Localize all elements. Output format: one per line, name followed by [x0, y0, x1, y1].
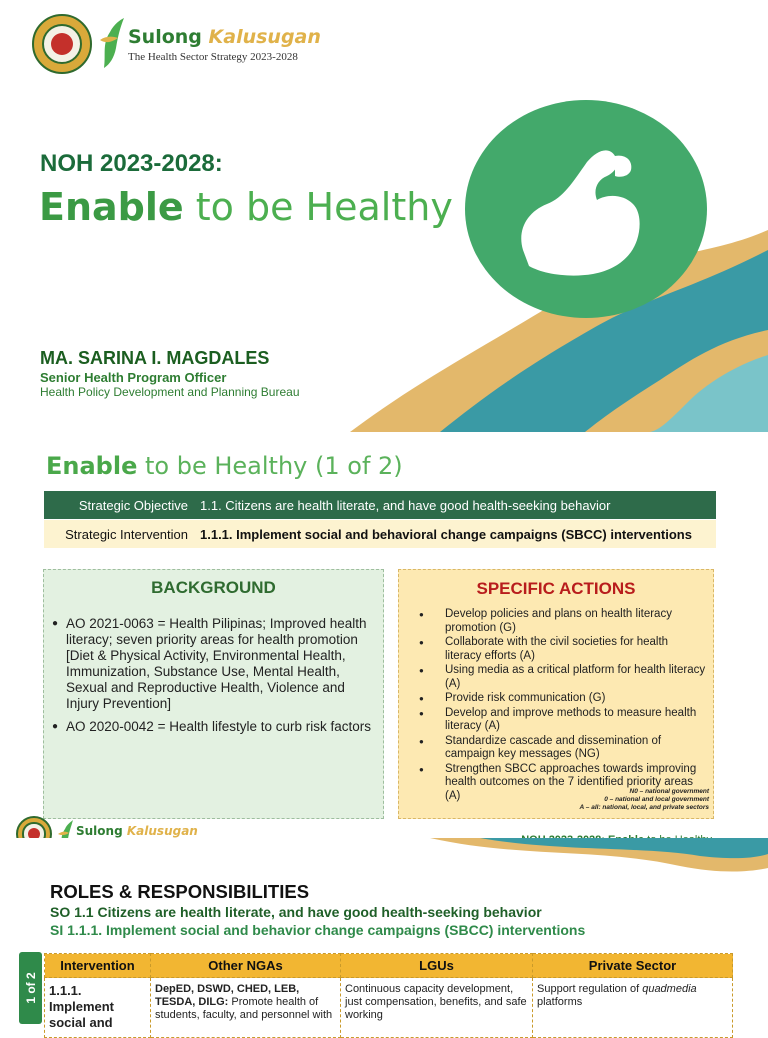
- list-item: ● Develop and improve methods to measure health literacy (A): [417, 707, 707, 734]
- column-header: Private Sector: [533, 954, 733, 978]
- strategic-intervention: SI 1.1.1. Implement social and behavior change campaigns (SBCC) interventions: [50, 922, 586, 938]
- private-sector-cell: Support regulation of quadmedia platforms: [533, 978, 733, 1038]
- column-header: LGUs: [341, 954, 533, 978]
- column-header: Other NGAs: [151, 954, 341, 978]
- presentation-title: Enable to be Healthy: [39, 185, 453, 229]
- sector-legend: [580, 788, 709, 812]
- strategic-objective-row: [44, 491, 716, 519]
- strategic-intervention-row: [44, 520, 716, 548]
- doh-seal-icon: [32, 14, 92, 74]
- list-item: ● Using media as a critical platform for health literacy (A): [417, 664, 707, 691]
- other-ngas-cell: DepED, DSWD, CHED, LEB, TESDA, DILG: Promote health of students, faculty, and personnel with: [151, 978, 341, 1038]
- objective-value: 1.1. Citizens are health literate, and have good health-seeking behavior: [200, 497, 611, 513]
- actions-heading: SPECIFIC ACTIONS: [476, 579, 636, 598]
- column-header: Intervention: [45, 954, 151, 978]
- roles-table: [44, 953, 733, 1038]
- intervention-value: 1.1.1. Implement social and behavioral change campaigns (SBCC) interventions: [200, 526, 692, 542]
- roles-slide: [0, 838, 768, 1030]
- list-item: ● Strengthen SBCC approaches towards improving health outcomes on the 7 identified priority areas (A): [417, 763, 707, 804]
- background-panel: [43, 569, 384, 819]
- legend-line: N0 – national government: [629, 788, 709, 795]
- objective-label: Strategic Objective: [78, 497, 188, 513]
- legend-line: 0 – national and local government: [604, 796, 709, 803]
- presentation-kicker: NOH 2023-2028:: [40, 150, 223, 177]
- list-item: ● AO 2020-0042 = Health lifestyle to curb risk factors: [52, 719, 378, 735]
- strategy-slide: [0, 432, 768, 838]
- sulong-kalusugan-logo-icon: [96, 14, 126, 70]
- intervention-cell: 1.1.1. Implement social and: [45, 978, 151, 1038]
- background-heading: BACKGROUND: [151, 578, 276, 597]
- background-list: [52, 616, 378, 742]
- intervention-label: Strategic Intervention: [65, 526, 188, 542]
- presenter-org: Health Policy Development and Planning Bureau: [40, 385, 300, 399]
- page-indicator-label: 1 of 2: [23, 972, 38, 1004]
- brand-tagline: The Health Sector Strategy 2023-2028: [128, 51, 298, 63]
- legend-line: A – all: national, local, and private sectors: [579, 804, 709, 811]
- list-item: ● Provide risk communication (G): [417, 692, 707, 706]
- slide-title: Enable to be Healthy (1 of 2): [46, 452, 403, 480]
- title-slide: [0, 0, 768, 432]
- page-indicator: [19, 952, 42, 1024]
- strategic-objective: SO 1.1 Citizens are health literate, and have good health-seeking behavior: [50, 904, 542, 920]
- presenter-role: Senior Health Program Officer: [40, 370, 227, 385]
- specific-actions-panel: [398, 569, 714, 819]
- presenter-name: MA. SARINA I. MAGDALES: [40, 348, 270, 368]
- actions-list: [417, 608, 707, 804]
- list-item: ● Standardize cascade and dissemination of campaign key messages (NG): [417, 735, 707, 762]
- badge-circle: [465, 100, 707, 318]
- table-header-row: [45, 954, 733, 978]
- list-item: ● AO 2021-0063 = Health Pilipinas; Improved health literacy; seven priority areas for health promotion [Diet & Physical Activity, Environmental Health, Immunization, Substance Use, Mental Health, Sexual and Reproductive Health, Violence and Injury Prevention]: [52, 616, 378, 712]
- list-item: ● Collaborate with the civil societies for health literacy efforts (A): [417, 636, 707, 663]
- flexed-arm-icon: [465, 100, 707, 318]
- lgus-cell: Continuous capacity development, just compensation, benefits, and safe working: [341, 978, 533, 1038]
- brand-name: Sulong Kalusugan: [128, 26, 321, 48]
- slide-title: ROLES & RESPONSIBILITIES: [50, 881, 310, 902]
- table-row: [45, 978, 733, 1038]
- brand-name: Sulong Kalusugan: [76, 824, 198, 838]
- list-item: ● Develop policies and plans on health literacy promotion (G): [417, 608, 707, 635]
